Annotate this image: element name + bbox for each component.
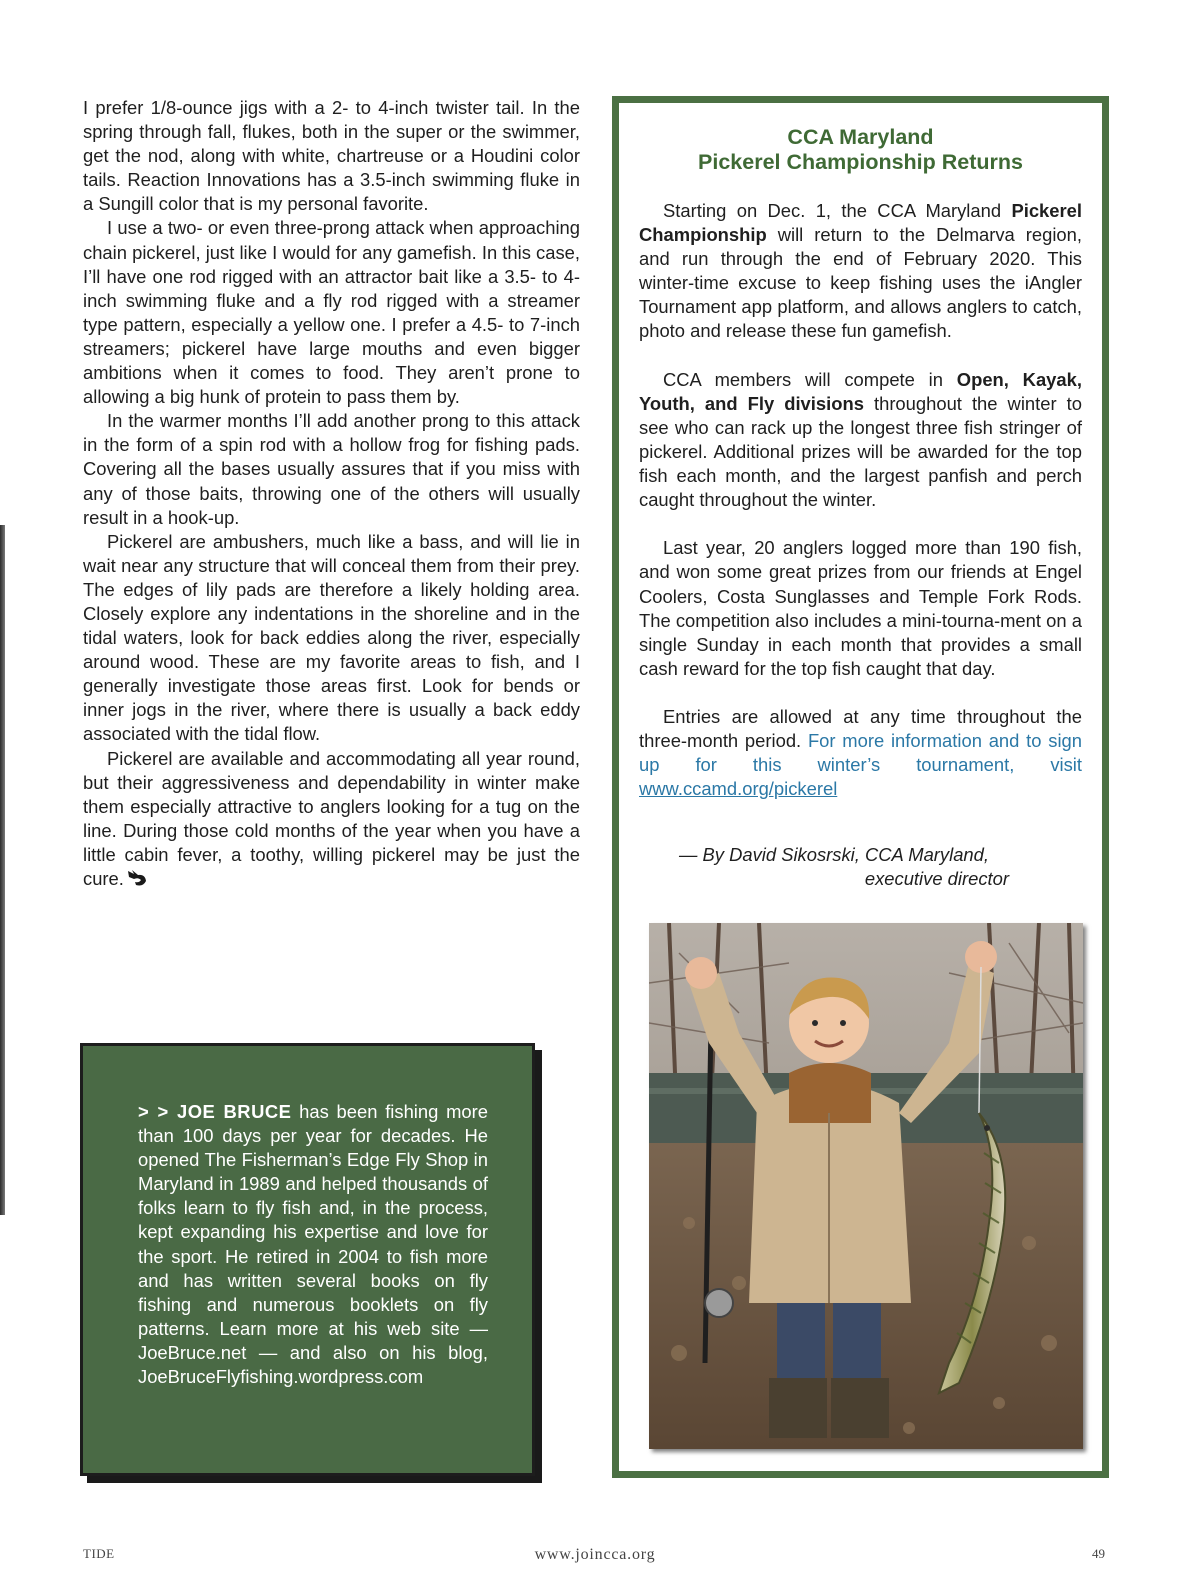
article-paragraph	[83, 747, 580, 892]
sidebar-title-line1: CCA Maryland	[787, 125, 934, 149]
article-paragraph: Pickerel are ambushers, much like a bass, and will lie in wait near any structure that will conceal them from their prey. The edges of lily pads are therefore a likely holding area. Closely explore any indentations in the shoreline and in the tidal waters, look for back eddies along the river, especially around wood. These are my favorite areas to fish, and I generally investigate those areas first. Look for bends or inner jogs in the river, where there is usually a back eddy associated with the tidal flow.	[83, 530, 580, 745]
footer-magazine-name: TIDE	[83, 1546, 115, 1561]
footer-page-number: 49	[1092, 1546, 1105, 1561]
sidebar-paragraph	[639, 368, 1082, 513]
sidebar-title-line2: Pickerel Championship Returns	[698, 149, 1023, 174]
bio-prefix: > >	[138, 1101, 177, 1122]
bio-author-name: JOE BRUCE	[176, 1101, 292, 1122]
sidebar-paragraph	[639, 705, 1082, 801]
sidebar-paragraph	[639, 199, 1082, 344]
article-paragraph-text: Pickerel are available and accommodating all year round, but their aggressiveness and dependability in winter make them especially attractive to anglers looking for a tug on the line. During those cold months of the year when you have a little cabin fever, a toothy, willing pickerel may be just the cure.	[83, 747, 580, 889]
sidebar-text: CCA members will compete in	[663, 368, 957, 390]
end-of-article-fish-icon	[126, 868, 148, 888]
sidebar-text: Entries are allowed at any time throughout the three-month period.	[639, 705, 1082, 752]
sidebar-paragraph: Last year, 20 anglers logged more than 190 fish, and won some great prizes from our friends at Engel Coolers, Costa Sunglasses and Temple Fork Rods. The competition also includes a mini-tourna-ment on a single Sunday in each month that provides a small cash reward for the top fish caught that day.	[639, 537, 1082, 679]
sidebar-text: throughout the winter to see who can rack up the longest three fish stringer of pickerel. Additional prizes will be awarded for the top fish each month, and the largest panfish and perch caught throughout the winter.	[639, 392, 1082, 511]
byline-line2: executive director	[864, 868, 1009, 890]
sidebar-body	[639, 199, 1082, 825]
bio-description: has been fishing more than 100 days per year for decades. He opened The Fisherman’s Edge Fly Shop in Maryland in 1989 and helped thousands of folks learn to fly fish and, in the process, kept expanding his expertise and love for the sport. He retired in 2004 to fish more and has written several books on fly fishing and numerous booklets on fly patterns. Learn more at his web site — JoeBruce.net — and also on his blog, JoeBruceFlyfishing.wordpress.com	[138, 1101, 488, 1388]
article-paragraph: In the warmer months I’ll add another prong to this attack in the form of a spin rod with a hollow frog for fishing pads. Covering all the bases usually assures that if you miss with any of those baits, throwing one of the others will usually result in a hook-up.	[83, 410, 580, 528]
author-bio-box	[80, 1043, 535, 1476]
sidebar-bold-text: Open, Kayak, Youth, and Fly divisions	[639, 368, 1082, 414]
tournament-url-link[interactable]: www.ccamd.org/pickerel	[639, 778, 838, 800]
sidebar-info-link-text: For more information and to sign up for this winter’s tournament, visit	[639, 730, 1082, 776]
sidebar-bold-text: Pickerel Championship	[639, 200, 1082, 246]
boy-holding-pickerel-photo	[649, 923, 1083, 1449]
sidebar-text: will return to the Delmarva region, and run through the end of February 2020. This winter-time excuse to keep fishing uses the iAngler Tournament app platform, and allows anglers to catch, photo and release these fun gamefish.	[639, 224, 1082, 342]
article-paragraph: I prefer 1/8-ounce jigs with a 2- to 4-inch twister tail. In the spring through fall, flukes, both in the super or the swimmer, get the nod, along with white, chartreuse or a Houdini color tails. Reaction Innovations has a 3.5-inch swimming fluke in a Sungill color that is my personal favorite.	[83, 97, 580, 215]
cca-sidebar-box	[612, 96, 1109, 1478]
sidebar-title	[619, 125, 1102, 174]
article-paragraph: I use a two- or even three-prong attack when approaching chain pickerel, just like I would for any gamefish. In this case, I’ll have one rod rigged with an attractor bait like a 3.5- to 4-inch swimming fluke and a fly rod rigged with a streamer type pattern, especially a yellow one. I prefer a 4.5- to 7-inch streamers; pickerel have large mouths and even bigger ambitions when it comes to food. They aren’t prone to allowing a big hunk of protein to pass them by.	[83, 217, 580, 408]
article-body	[83, 96, 580, 891]
sidebar-byline	[679, 843, 1009, 891]
sidebar-text: Starting on Dec. 1, the CCA Maryland	[663, 200, 1012, 221]
page-edge-sliver	[0, 525, 5, 1215]
footer-website: www.joincca.org	[534, 1546, 656, 1563]
byline-line1: — By David Sikosrski, CCA Maryland,	[679, 844, 989, 865]
author-bio-text	[138, 1100, 488, 1389]
